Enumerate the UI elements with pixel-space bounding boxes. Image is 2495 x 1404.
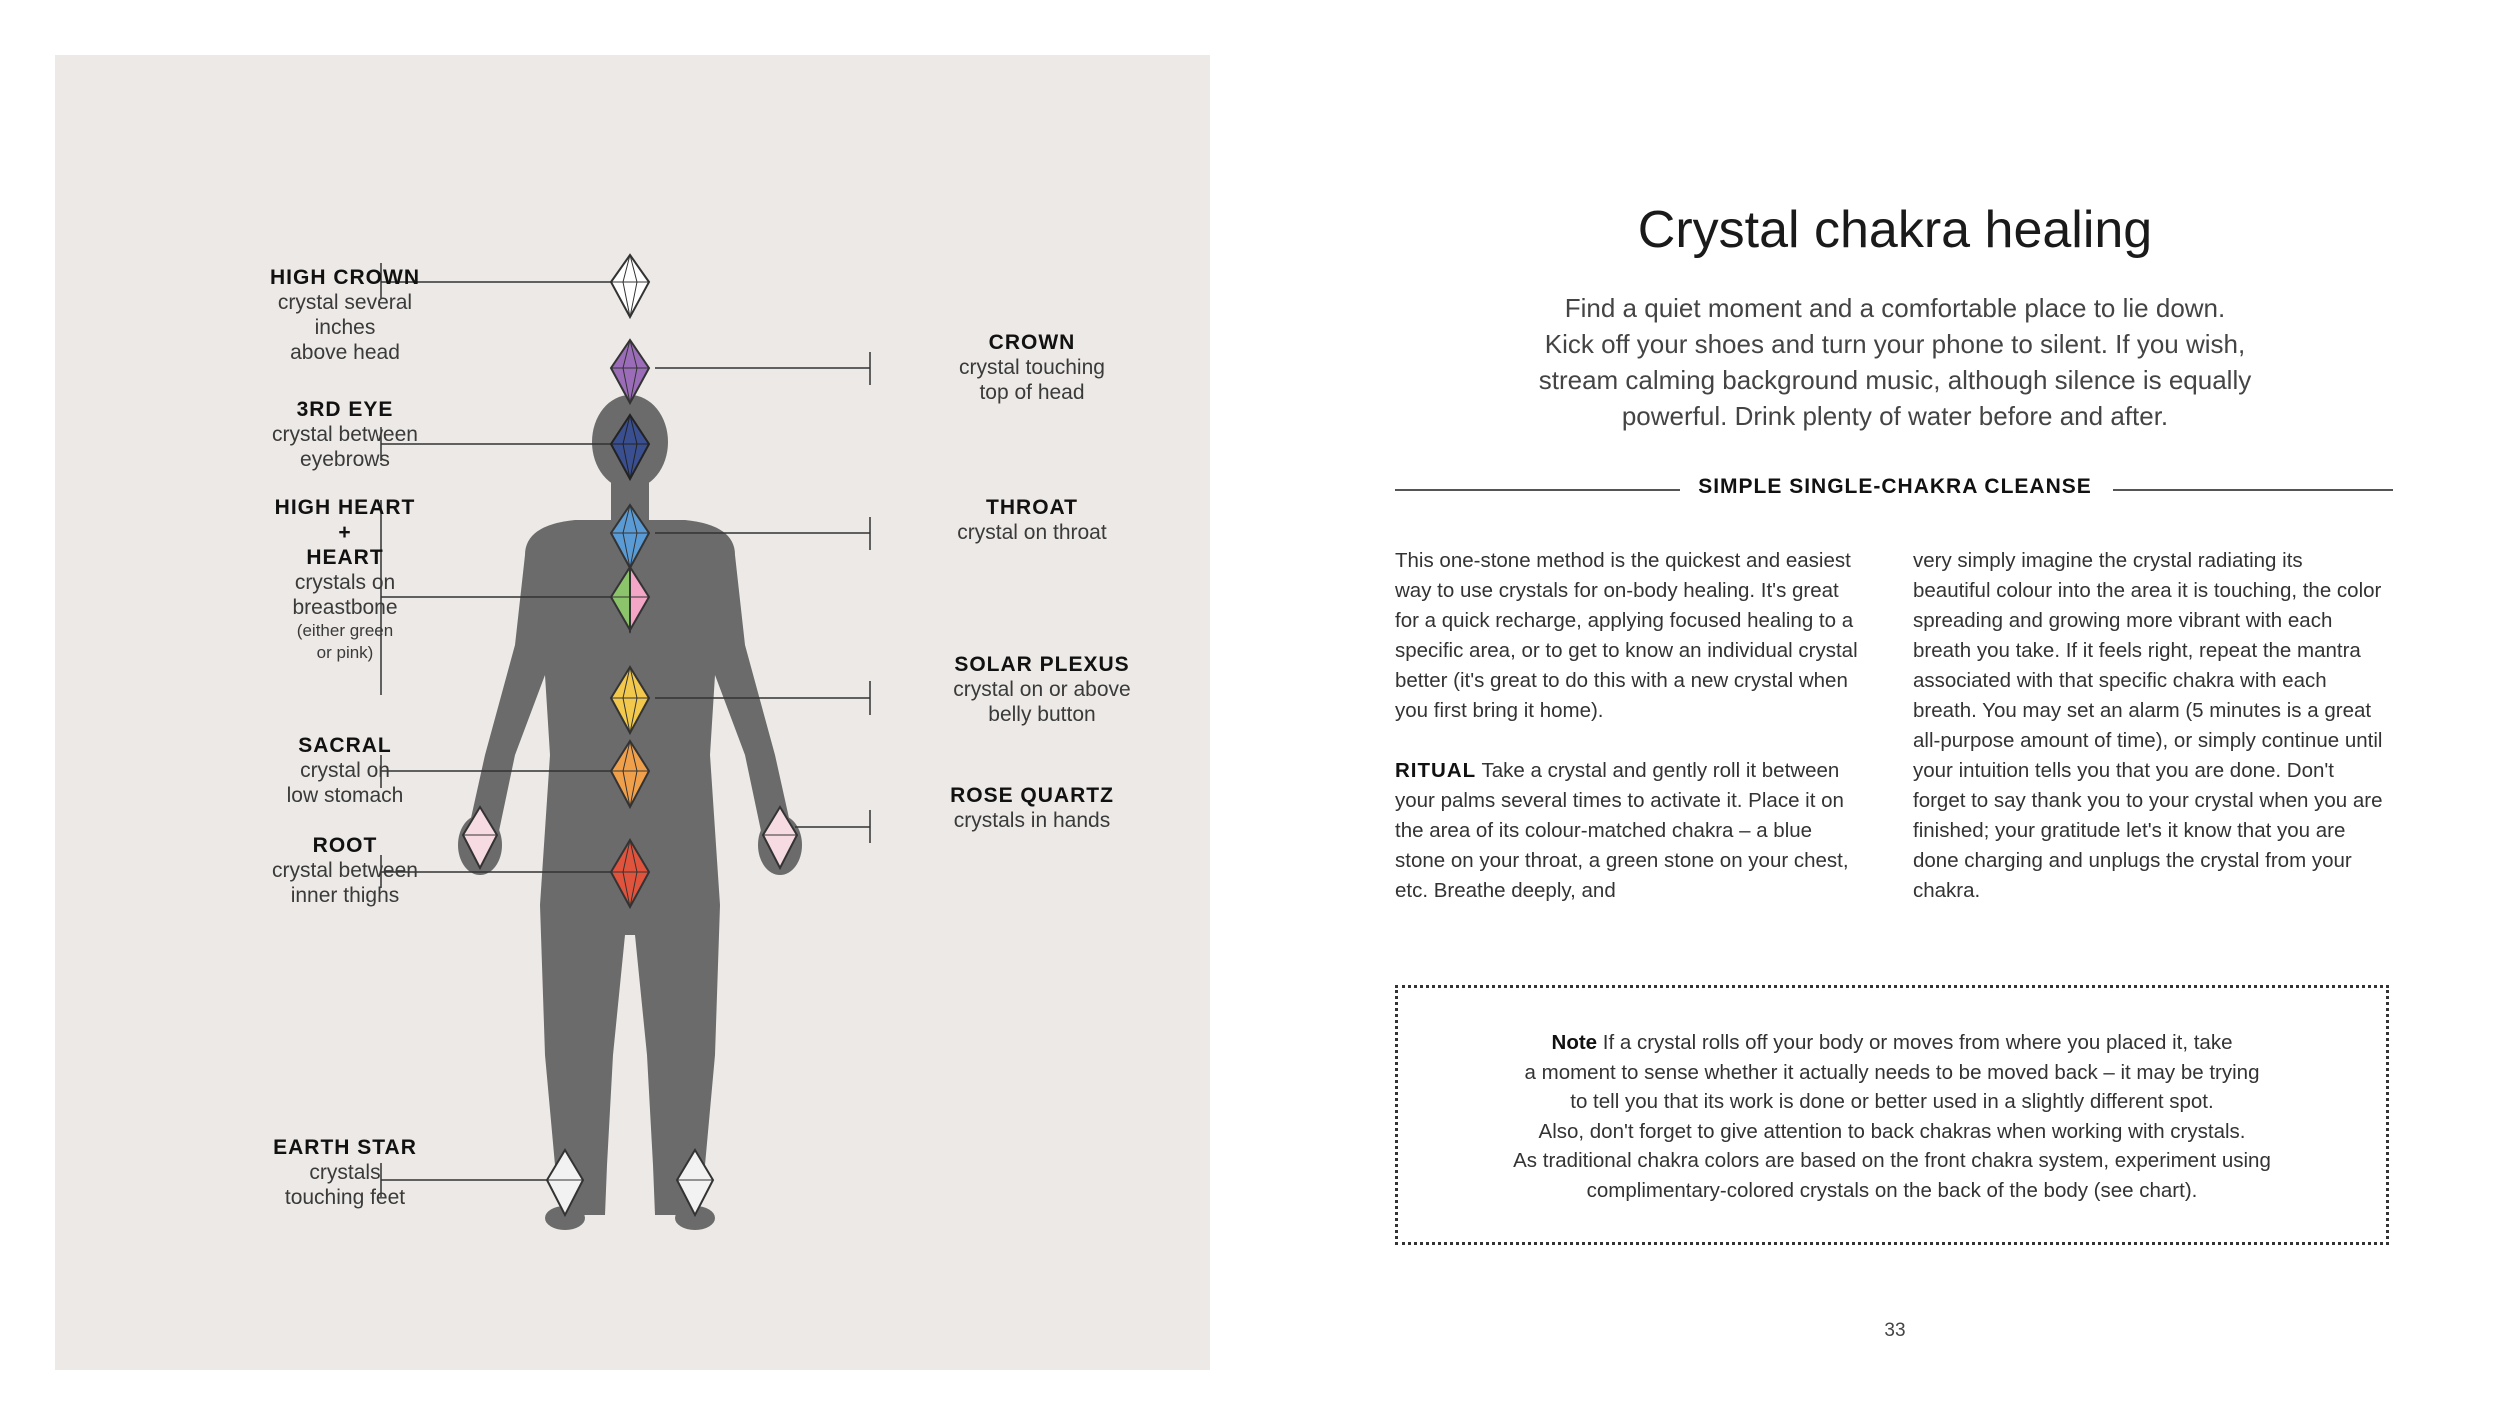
label-crown: CROWN crystal touching top of head <box>959 331 1105 404</box>
page-number: 33 <box>1884 1320 1906 1341</box>
crystal-high-crown <box>611 255 649 317</box>
note-box <box>1395 985 2389 1245</box>
intro-paragraph: Find a quiet moment and a comfortable place to lie down. Kick off your shoes and turn your phone to silent. If you wish, stream calming background music, although silence is equally powerful. Drink plenty of water before and after. <box>1538 293 2252 431</box>
note-text: Note If a crystal rolls off your body or moves from where you placed it, take a moment to sense whether it actually needs to be moved back – it may be trying to tell you that its work is done or better used in a slightly different spot. Also, don't forget to give attention to back chakras when working with crystals. As traditional chakra colors are based on the front chakra system, experiment using complimentary-colored crystals on the back of the body (see chart). <box>1513 1031 2271 1202</box>
label-solar-plexus: SOLAR PLEXUS crystal on or above belly button <box>953 653 1131 726</box>
paragraph-intro-method: This one-stone method is the quickest and easiest way to use crystals for on-body healing. It's great for a quick recharge, applying focused healing to a specific area, or to get to know an individual crystal better (it's great to do this with a new crystal when you first bring it home). <box>1395 549 1858 722</box>
divider-left <box>1395 489 1680 491</box>
ritual-label: RITUAL <box>1395 759 1477 782</box>
text-page <box>1395 0 2395 1404</box>
page-title: Crystal chakra healing <box>1637 201 2153 259</box>
label-high-crown: HIGH CROWN crystal several inches above head <box>270 266 420 364</box>
label-high-heart: HIGH HEART + HEART crystals on breastbone (either green or pink) <box>274 496 416 662</box>
label-root: ROOT crystal between inner thighs <box>272 834 418 907</box>
label-throat: THROAT crystal on throat <box>957 496 1107 544</box>
text-column-2 <box>1913 546 2383 936</box>
paragraph-ritual: RITUAL Take a crystal and gently roll it between your palms several times to activate it. Place it on the area of its colour-matched chakra – a blue stone on your throat, a green stone on your chest, etc. Breathe deeply, and <box>1395 759 1849 902</box>
chakra-illustration-panel <box>55 55 1210 1370</box>
note-label: Note <box>1551 1031 1598 1054</box>
label-third-eye: 3RD EYE crystal between eyebrows <box>272 398 418 471</box>
label-rose-quartz: ROSE QUARTZ crystals in hands <box>950 784 1114 832</box>
section-heading: SIMPLE SINGLE-CHAKRA CLEANSE <box>1698 475 2092 498</box>
crystal-crown <box>611 340 649 403</box>
text-column-1 <box>1395 546 1865 936</box>
divider-right <box>2113 489 2393 491</box>
label-earth-star: EARTH STAR crystals touching feet <box>273 1136 417 1209</box>
label-sacral: SACRAL crystal on low stomach <box>286 734 404 807</box>
paragraph-continuation: very simply imagine the crystal radiating its beautiful colour into the area it is touching, the color spreading and growing more vibrant with each breath you take. If it feels right, repeat the mantra associated with that specific chakra with each breath. You may set an alarm (5 minutes is a great all-purpose amount of time), or simply continue until your intuition tells you that you are done. Don't forget to say thank you to your crystal when you are finished; your gratitude let's it know that you are done charging and unplugs the crystal from your chakra. <box>1913 549 2383 902</box>
